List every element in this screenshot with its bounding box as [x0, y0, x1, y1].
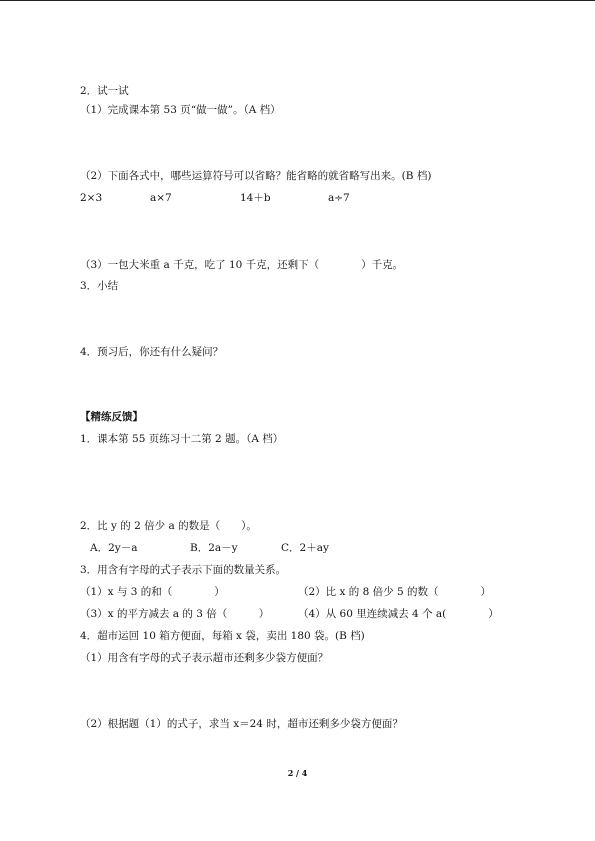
expression-3: 14＋b [240, 192, 271, 204]
expression-2: a×7 [150, 192, 172, 204]
practice-3: 3．用含有字母的式子表示下面的数量关系。 [80, 564, 287, 576]
expression-4: a÷7 [328, 192, 350, 204]
practice-2-option-a: A．2y－a [90, 542, 138, 554]
practice-2-option-c: C．2＋ay [281, 542, 329, 554]
section-3-title: 3．小结 [80, 280, 119, 292]
practice-4-2: （2）根据题（1）的式子，求当 x＝24 时，超市还剩多少袋方便面？ [80, 718, 403, 730]
practice-4: 4．超市运回 10 箱方便面，每箱 x 袋，卖出 180 袋。(B 档) [80, 630, 365, 642]
page-number: 2 / 4 [287, 768, 308, 778]
practice-3-1: （1）x 与 3 的和（ ） [80, 586, 225, 598]
practice-2: 2．比 y 的 2 倍少 a 的数是（ ）。 [80, 520, 257, 532]
practice-4-1: （1）用含有字母的式子表示超市还剩多少袋方便面？ [80, 652, 329, 664]
practice-3-2: （2）比 x 的 8 倍少 5 的数（ ） [298, 586, 491, 598]
practice-3-3: （3）x 的平方减去 a 的 3 倍（ ） [80, 608, 270, 620]
section-2-title: 2．试一试 [80, 85, 129, 97]
section-4-title: 4．预习后，你还有什么疑问？ [80, 346, 224, 358]
practice-3-4: （4）从 60 里连续减去 4 个 a( ） [298, 608, 499, 620]
practice-feedback-heading: 【精练反馈】 [80, 411, 143, 423]
question-2-2: （2）下面各式中，哪些运算符号可以省略？能省略的就省略写出来。(B 档) [80, 170, 432, 182]
question-2-1: （1）完成课本第 53 页“做一做”。（A 档） [80, 104, 281, 116]
expression-1: 2×3 [80, 192, 103, 204]
practice-2-option-b: B．2a－y [190, 542, 238, 554]
page-top-border [0, 0, 595, 1]
practice-1: 1．课本第 55 页练习十二第 2 题。（A 档） [80, 433, 284, 445]
question-2-3: （3）一包大米重 a 千克，吃了 10 千克，还剩下（ ）千克。 [80, 259, 404, 271]
